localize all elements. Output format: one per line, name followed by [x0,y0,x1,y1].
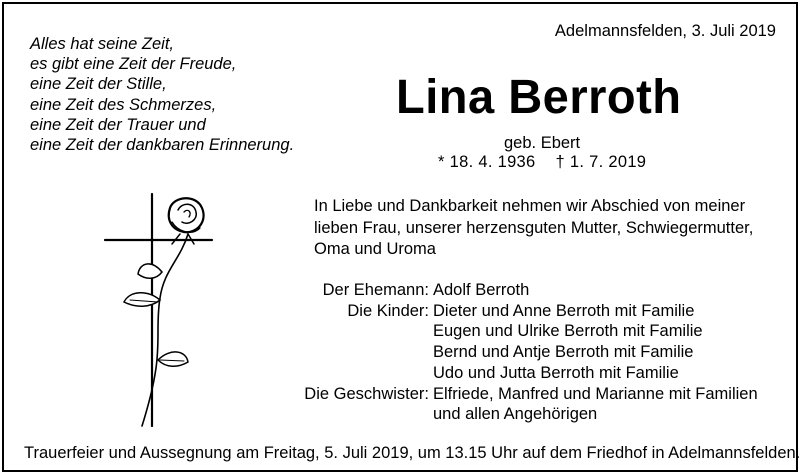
child-family: Bernd und Antje Berroth mit Familie [433,343,694,362]
farewell-line: Oma und Uroma [314,240,436,258]
poem-line: es gibt eine Zeit der Freude, [30,55,237,74]
obituary-notice [2,2,798,472]
family-row-siblings [274,384,758,405]
died-symbol: † [555,153,565,171]
life-dates [438,153,646,172]
child-family: Eugen und Ulrike Berroth mit Familie [433,322,703,341]
deceased-name: Lina Berroth [396,71,682,124]
place-date: Adelmannsfelden, 3. Juli 2019 [554,22,776,40]
children-label: Die Kinder: [347,301,429,320]
birth-name: geb. Ebert [504,134,581,152]
family-row [274,342,758,363]
poem-line: eine Zeit der Trauer und [30,115,206,134]
cross-with-rose-image [100,190,220,430]
born-date: 18. 4. 1936 [449,153,536,171]
farewell-line: In Liebe und Dankbarkeit nehmen wir Abschied von meiner [314,197,746,215]
family-row [274,363,758,384]
funeral-info: Trauerfeier und Aussegnung am Freitag, 5. Juli 2019, um 13.15 Uhr auf dem Friedhof in Adelmannsfelden. [24,444,800,462]
poem-line: Alles hat seine Zeit, [30,35,174,53]
husband-name: Adolf Berroth [433,281,530,299]
poem [30,34,330,155]
family-list [274,280,758,425]
siblings-names: Elfriede, Manfred und Marianne mit Familien [433,384,758,403]
child-family: Dieter und Anne Berroth mit Familie [433,301,695,320]
farewell-text [314,196,794,261]
family-row-children [274,301,758,322]
poem-line: eine Zeit des Schmerzes, [30,95,217,114]
husband-label: Der Ehemann: [322,281,429,299]
poem-line: eine Zeit der Stille, [30,75,167,94]
born-symbol: * [438,153,445,171]
family-row [274,321,758,342]
relatives-line: und allen Angehörigen [433,405,598,424]
died-date: 1. 7. 2019 [569,153,647,171]
family-row-husband [274,280,758,301]
child-family: Udo und Jutta Berroth mit Familie [433,363,679,382]
siblings-label: Die Geschwister: [304,384,429,403]
poem-line: eine Zeit der dankbaren Erinnerung. [30,136,295,155]
farewell-line: lieben Frau, unserer herzensguten Mutter, Schwiegermutter, [314,218,754,237]
family-row [274,404,758,425]
